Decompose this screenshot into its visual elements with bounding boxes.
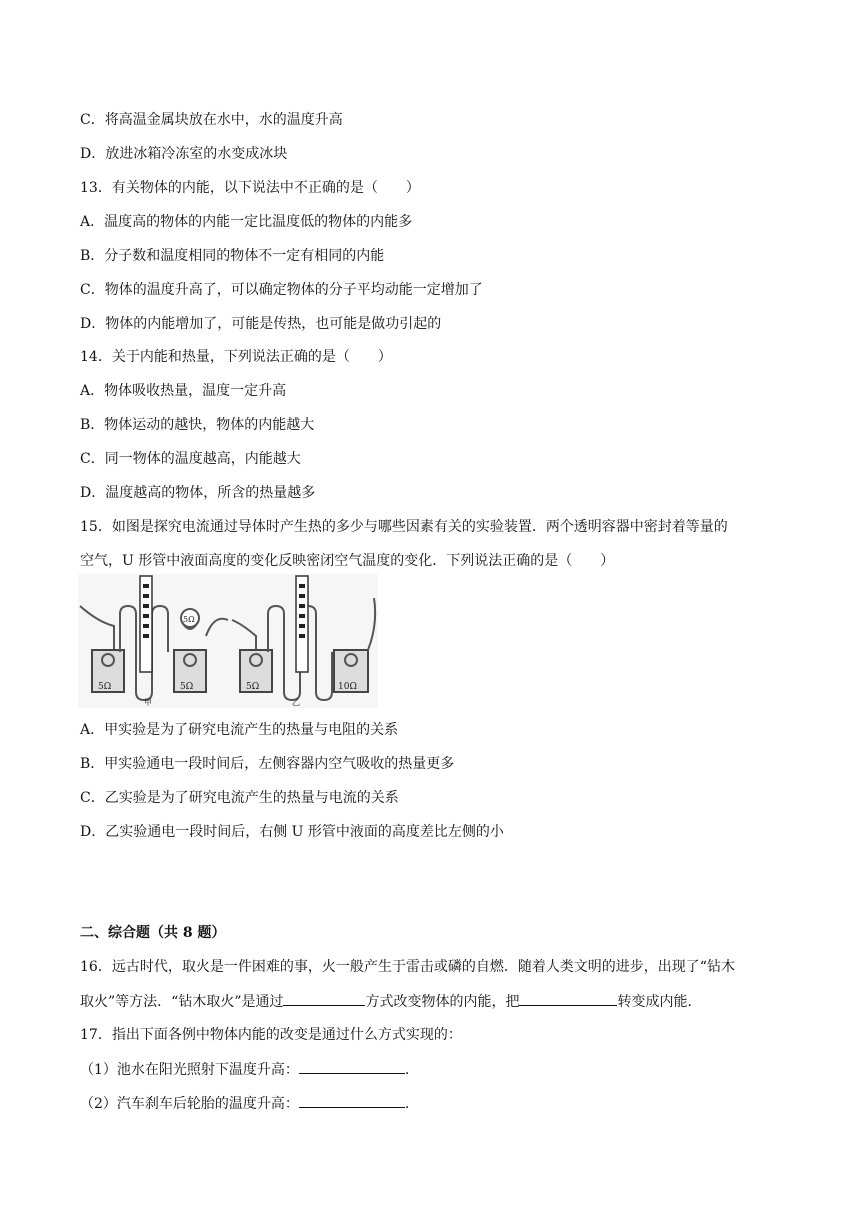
q15-option-c: C．乙实验是为了研究电流产生的热量与电流的关系: [80, 790, 399, 806]
q14-stem: 14．关于内能和热量，下列说法正确的是（ ）: [80, 349, 392, 365]
q17-stem: 17．指出下面各例中物体内能的改变是通过什么方式实现的：: [80, 1027, 462, 1043]
q13-option-a: A．温度高的物体的内能一定比温度低的物体的内能多: [80, 214, 413, 230]
section-heading-suffix: 题）: [192, 925, 226, 941]
scale-mark: [143, 624, 149, 628]
section-heading-count: 8: [182, 925, 193, 941]
scale-mark: [143, 604, 149, 608]
right-container-2-label: 10Ω: [338, 682, 357, 692]
q17-item1-period: .: [404, 1062, 410, 1078]
q15-option-a: A．甲实验是为了研究电流产生的热量与电阻的关系: [80, 722, 399, 738]
right-figure-label: 乙: [292, 698, 300, 707]
q16-line2-text-b: 方式改变物体的内能，把: [365, 994, 520, 1010]
scale-mark: [299, 594, 305, 598]
q16-line2-text-a: 取火”等方法．“钻木取火”是通过: [80, 994, 284, 1010]
q14-option-c: C．同一物体的温度越高，内能越大: [80, 451, 301, 467]
left-container-2-label: 5Ω: [180, 682, 194, 692]
q15-stem-line1: 15．如图是探究电流通过导体时产生热的多少与哪些因素有关的实验装置．两个透明容器中密封着等量的: [80, 519, 728, 535]
q15-stem-line2: 空气，U 形管中液面高度的变化反映密闭空气温度的变化．下列说法正确的是（ ）: [80, 553, 615, 569]
q15-option-b: B．甲实验通电一段时间后，左侧容器内空气吸收的热量更多: [80, 756, 455, 772]
scale-mark: [299, 624, 305, 628]
q15-option-d: D．乙实验通电一段时间后，右侧 U 形管中液面的高度差比左侧的小: [80, 824, 504, 840]
scale-mark: [143, 584, 149, 588]
q17-answer-blank-2[interactable]: [299, 1093, 405, 1108]
q16-line2-text-c: 转变成内能．: [617, 994, 702, 1010]
left-parallel-label: 5Ω: [183, 615, 195, 624]
q17-item1-text: （1）池水在阳光照射下温度升高：: [80, 1062, 299, 1078]
q15-apparatus-figure: [78, 574, 378, 708]
scale-mark: [299, 604, 305, 608]
q13-option-b: B．分子数和温度相同的物体不一定有相同的内能: [80, 248, 385, 264]
q17-item2-text: （2）汽车刹车后轮胎的温度升高：: [80, 1096, 299, 1112]
q12-option-c: C．将高温金属块放在水中，水的温度升高: [80, 112, 343, 128]
q17-item2: [80, 1093, 409, 1114]
q16-answer-blank-2[interactable]: [519, 991, 617, 1006]
left-figure-label: 甲: [144, 698, 152, 707]
q17-answer-blank-1[interactable]: [299, 1059, 405, 1074]
scale-mark: [143, 594, 149, 598]
scale-mark: [143, 634, 149, 638]
scale-mark: [299, 634, 305, 638]
q14-option-b: B．物体运动的越快，物体的内能越大: [80, 417, 315, 433]
q13-stem: 13．有关物体的内能，以下说法中不正确的是（ ）: [80, 180, 420, 196]
q13-option-c: C．物体的温度升高了，可以确定物体的分子平均动能一定增加了: [80, 282, 483, 298]
q14-option-a: A．物体吸收热量，温度一定升高: [80, 383, 287, 399]
q16-line2: [80, 991, 701, 1012]
scale-mark: [299, 614, 305, 618]
q16-line1: 16．远古时代，取火是一件困难的事，火一般产生于雷击或磷的自燃．随着人类文明的进步，出现了“钻木: [80, 959, 735, 975]
scale-mark: [299, 584, 305, 588]
q13-option-d: D．物体的内能增加了，可能是传热，也可能是做功引起的: [80, 316, 442, 332]
q16-answer-blank-1[interactable]: [283, 991, 365, 1006]
section-heading-prefix: 二、综合题（共: [80, 925, 183, 941]
right-container-1-label: 5Ω: [246, 682, 260, 692]
q17-item2-period: .: [404, 1096, 410, 1112]
q14-option-d: D．温度越高的物体，所含的热量越多: [80, 485, 316, 501]
left-container-1-label: 5Ω: [98, 682, 112, 692]
scale-mark: [143, 614, 149, 618]
q12-option-d: D．放进冰箱冷冻室的水变成冰块: [80, 146, 288, 162]
section-heading: [80, 923, 226, 943]
q17-item1: [80, 1059, 409, 1080]
